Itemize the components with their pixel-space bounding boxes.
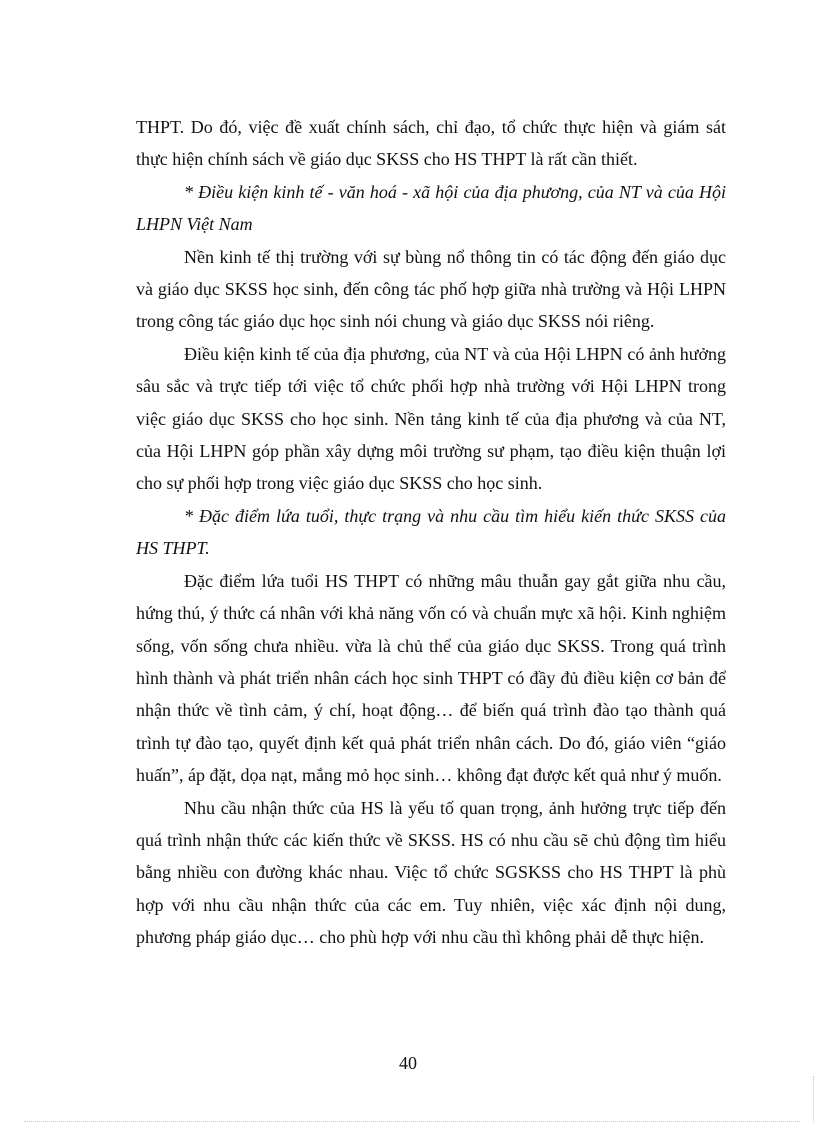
section-heading-age-characteristics: * Đặc điểm lứa tuổi, thực trạng và nhu cầu tìm hiểu kiến thức SKSS của HS THPT. [136,505,726,559]
paragraph-continuation: THPT. Do đó, việc đề xuất chính sách, chỉ đạo, tổ chức thực hiện và giám sát thực hiện chính sách về giáo dục SKSS cho HS THPT là rất cần thiết. [136,117,726,170]
page-border-bottom [24,1121,800,1122]
paragraph: Điều kiện kinh tế của địa phương, của NT và của Hội LHPN có ảnh hưởng sâu sắc và trực tiếp tới việc tổ chức phối hợp nhà trường với Hội LHPN trong việc giáo dục SKSS cho học sinh. Nền tảng kinh tế của địa phương và của NT, của Hội LHPN góp phần xây dựng môi trường sư phạm, tạo điều kiện thuận lợi cho sự phối hợp trong việc giáo dục SKSS cho học sinh. [136,343,726,494]
page-number: 40 [399,1053,417,1073]
paragraph: Nền kinh tế thị trường với sự bùng nổ thông tin có tác động đến giáo dục và giáo dục SKSS học sinh, đến công tác phố hợp giữa nhà trường và Hội LHPN trong công tác giáo dục học sinh nói chung và giáo dục SKSS nói riêng. [136,246,726,332]
section-heading-economic-conditions: * Điều kiện kinh tế - văn hoá - xã hội của địa phương, của NT và của Hội LHPN Việt Nam [136,181,726,235]
page-border-right [813,1076,814,1122]
paragraph: Đặc điểm lứa tuổi HS THPT có những mâu thuẫn gay gắt giữa nhu cầu, hứng thú, ý thức cá nhân với khả năng vốn có và chuẩn mực xã hội. Kinh nghiệm sống, vốn sống chưa nhiều. vừa là chủ thể của giáo dục SKSS. Trong quá trình hình thành và phát triển nhân cách học sinh THPT có đầy đủ điều kiện cơ bản để nhận thức về tình cảm, ý chí, hoạt động… để biến quá trình đào tạo thành quá trình tự đào tạo, quyết định kết quả phát triển nhân cách. Do đó, giáo viên “giáo huấn”, áp đặt, dọa nạt, mắng mỏ học sinh… không đạt được kết quả như ý muốn. [136,570,726,786]
body-text [136,111,726,954]
paragraph: Nhu cầu nhận thức của HS là yếu tố quan trọng, ảnh hưởng trực tiếp đến quá trình nhận thức các kiến thức về SKSS. HS có nhu cầu sẽ chủ động tìm hiểu bằng nhiều con đường khác nhau. Việc tổ chức SGSKSS cho HS THPT là phù hợp với nhu cầu nhận thức của các em. Tuy nhiên, việc xác định nội dung, phương pháp giáo dục… cho phù hợp với nhu cầu thì không phải dễ thực hiện. [136,797,726,948]
